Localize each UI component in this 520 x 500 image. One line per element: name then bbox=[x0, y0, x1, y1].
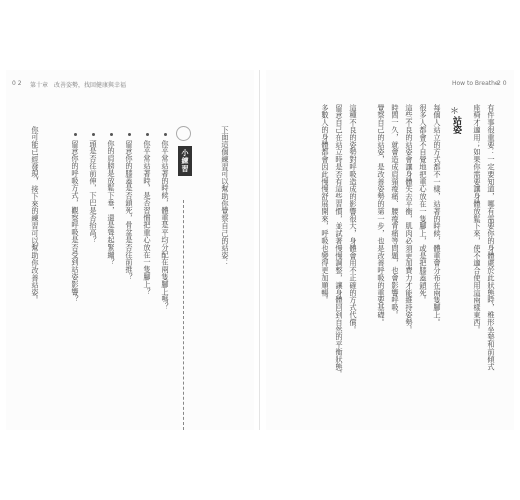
book-spine bbox=[259, 70, 260, 430]
exercise-label: 小練習 bbox=[178, 146, 192, 176]
left-page-number: 0 2 bbox=[12, 80, 22, 87]
section-title: 站姿 bbox=[451, 116, 461, 134]
exercise-icon bbox=[176, 126, 191, 141]
para-top-line-2: 座椅才適用；如果你需要讓身體放鬆下來，使不適合使用這兩樣東西。 bbox=[473, 104, 482, 334]
step-2: 你平常站著時，是否習慣把重心放在一隻腳上？ bbox=[143, 140, 152, 296]
para-main-line-3: 這些不良的站姿會讓身體失去平衡，肌肉必須更加費力才能維持姿勢。 bbox=[405, 104, 414, 334]
closing-line: 你可能已經發現，接下來的練習可以幫助你改善站姿。 bbox=[31, 126, 40, 304]
bullet-icon bbox=[146, 133, 149, 136]
step-5: 頭是否往前伸，下巴是否抬高？ bbox=[89, 140, 98, 244]
para-main-line-1: 每個人站立的方式都不一樣，站著的時候，體重會分布在兩隻腳上。 bbox=[433, 104, 442, 326]
para-bottom-line-1: 這種不良的姿勢對呼吸造成的影響很大，身體會用不正確的方式代償。 bbox=[349, 104, 358, 334]
bullet-icon bbox=[92, 133, 95, 136]
section-mark: ＊ bbox=[450, 107, 460, 117]
para-main-line-2: 很多人都會不自覺地把重心放在一隻腳上，或是把膝蓋鎖死。 bbox=[419, 104, 428, 304]
right-running-head: How to Breathe bbox=[452, 80, 499, 87]
step-3: 留意你的膝蓋是否鎖死，骨盆是否往前推？ bbox=[125, 140, 134, 281]
bullet-icon bbox=[74, 133, 77, 136]
bullet-icon bbox=[164, 133, 167, 136]
left-running-head: 第十章 改善姿勢，找回健康與幸福 bbox=[30, 82, 127, 89]
step-4: 你的肩膀是放鬆下垂，還是聳起緊繃？ bbox=[107, 140, 116, 266]
para-bottom-line-2: 留意自己在站立時是否有這些習慣，並試著慢慢調整，讓身體回到自然的平衡狀態。 bbox=[335, 104, 344, 378]
para-bottom-line-3: 多數人的身體都會因此慢慢舒展開來，呼吸也變得更加順暢。 bbox=[321, 104, 330, 304]
bullet-icon bbox=[110, 133, 113, 136]
intro-line: 下面這個練習可以幫助你覺察自己的站姿： bbox=[221, 126, 230, 267]
step-1: 你平常站著的時候，體重是平均分配在兩隻腳上嗎？ bbox=[161, 140, 170, 311]
bullet-icon bbox=[128, 133, 131, 136]
para-main-line-4: 時間一久，就會造成肩頸痠痛、腰痠背痛等問題，也會影響呼吸。 bbox=[391, 104, 400, 319]
step-6: 留意你的呼吸方式，觀察呼吸是否受到站姿影響？ bbox=[71, 140, 80, 303]
para-main-line-5: 覺察自己的站姿，是改善姿勢的第一步，也是改善呼吸的重要基礎。 bbox=[377, 104, 386, 326]
divider bbox=[183, 200, 184, 430]
right-page-number: 2 0 bbox=[497, 80, 507, 87]
para-top-line-1: 有件事很重要：一定要知道，哪有需要你的身體處於此狀態時，椎形坐墊和前傾式 bbox=[487, 104, 496, 371]
